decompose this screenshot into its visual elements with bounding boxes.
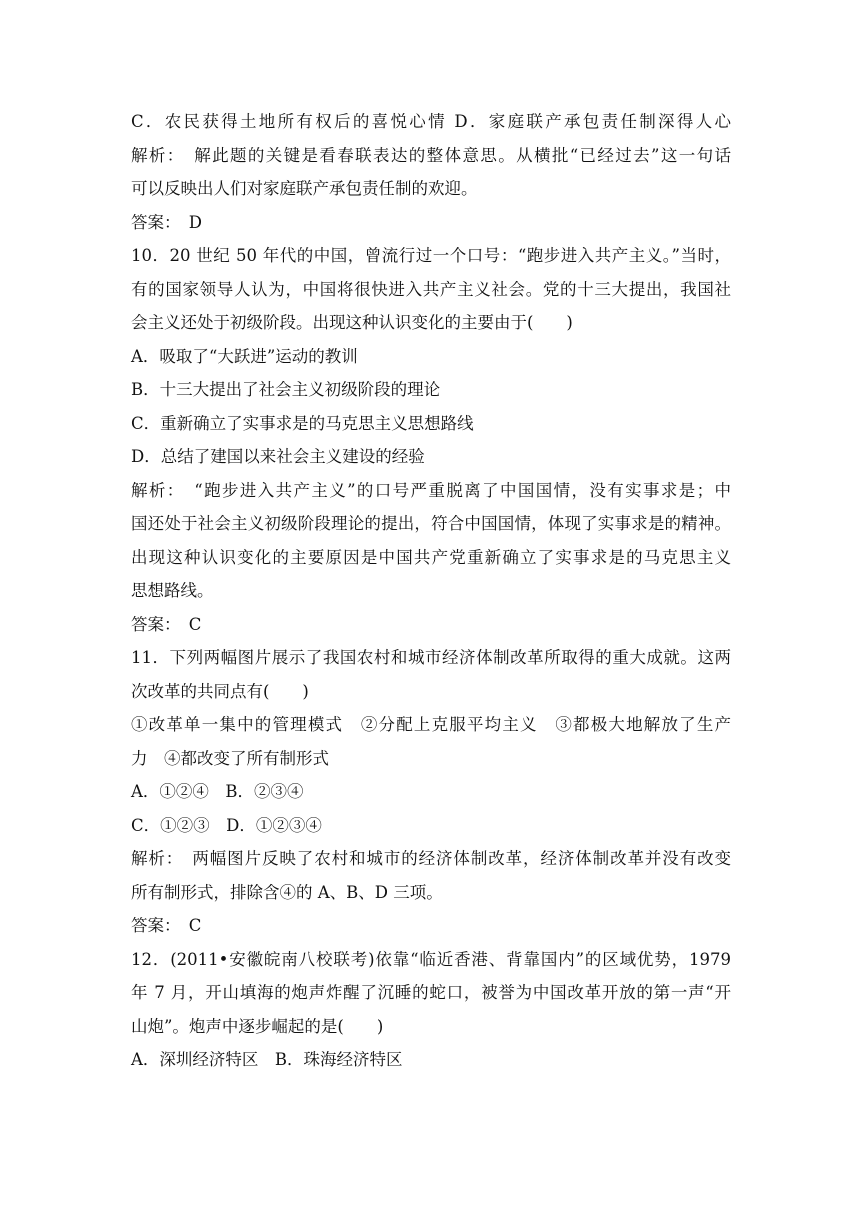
option-line: C．①②③ D．①②③④	[131, 815, 322, 835]
text-line: 国还处于社会主义初级阶段理论的提出，符合中国国情，体现了实事求是的精神。	[131, 514, 731, 533]
text-line: 力 ④都改变了所有制形式	[131, 748, 329, 768]
text-line: 所有制形式，排除含④的 A、B、D 三项。	[131, 882, 443, 902]
text-line: 会主义还处于初级阶段。出现这种认识变化的主要由于( )	[131, 313, 573, 332]
answer-line: 答案： C	[131, 614, 202, 634]
text-line: C．农民获得土地所有权后的喜悦心情 D．家庭联产承包责任制深得人心	[131, 112, 731, 131]
text-line: 有的国家领导人认为，中国将很快进入共产主义社会。党的十三大提出，我国社	[131, 279, 731, 299]
text-line: 解析： “跑步进入共产主义”的口号严重脱离了中国国情，没有实事求是；中	[131, 480, 731, 500]
answer-line: 答案： D	[131, 212, 202, 232]
question-line: 12．(2011•安徽皖南八校联考)依靠“临近香港、背靠国内”的区域优势，1979	[131, 949, 731, 969]
text-line: ①改革单一集中的管理模式 ②分配上克服平均主义 ③都极大地解放了生产	[131, 715, 731, 734]
question-line: 11．下列两幅图片展示了我国农村和城市经济体制改革所取得的重大成就。这两	[131, 648, 731, 667]
option-line: B．十三大提出了社会主义初级阶段的理论	[131, 380, 441, 399]
option-line: A．①②④ B．②③④	[131, 782, 304, 801]
answer-line: 答案： C	[131, 916, 202, 935]
text-line: 解析： 两幅图片反映了农村和城市的经济体制改革，经济体制改革并没有改变	[131, 849, 731, 868]
option-line: D．总结了建国以来社会主义建设的经验	[131, 447, 425, 466]
text-line: 可以反映出人们对家庭联产承包责任制的欢迎。	[131, 179, 478, 198]
document-page	[131, 105, 731, 1077]
text-line: 次改革的共同点有( )	[131, 681, 309, 701]
text-line: 解析： 解此题的关键是看春联表达的整体意思。从横批“已经过去”这一句话	[131, 145, 731, 165]
text-line: 山炮”。炮声中逐步崛起的是( )	[131, 1016, 384, 1036]
text-line: 思想路线。	[131, 581, 214, 600]
option-line: A．深圳经济特区 B．珠海经济特区	[131, 1050, 403, 1069]
text-line: 年 7 月，开山填海的炮声炸醒了沉睡的蛇口，被誉为中国改革开放的第一声“开	[131, 983, 731, 1002]
text-line: 出现这种认识变化的主要原因是中国共产党重新确立了实事求是的马克思主义	[131, 547, 731, 567]
option-line: C．重新确立了实事求是的马克思主义思想路线	[131, 413, 474, 433]
question-line: 10．20 世纪 50 年代的中国，曾流行过一个口号：“跑步进入共产主义。”当时，	[131, 246, 731, 265]
option-line: A．吸取了“大跃进”运动的教训	[131, 346, 358, 366]
